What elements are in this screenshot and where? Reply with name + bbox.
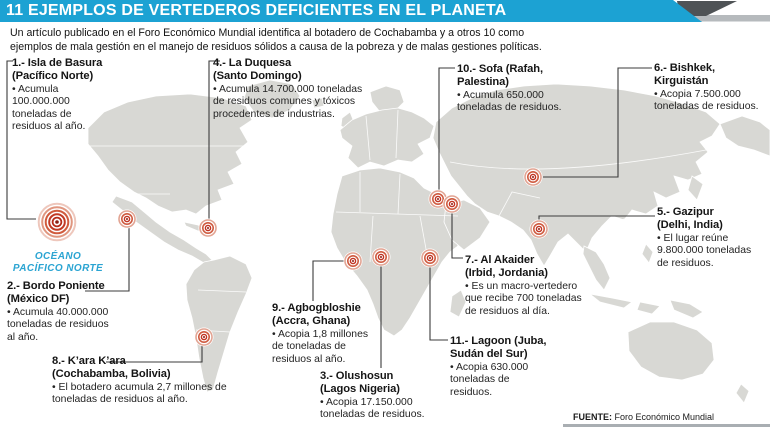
site-heading-line1: 10.- Sofa (Rafah,: [457, 63, 543, 75]
site-label-1-isla-de-basura: [12, 57, 112, 133]
target-marker-icon-al-akaider: [443, 195, 462, 214]
landmass-australia: [628, 322, 714, 380]
site-body: • Acumula 14.700.000 toneladas de residuos comunes y tóxicos procedentes de industrias.: [213, 84, 363, 120]
target-marker-icon-olushosun: [372, 248, 391, 267]
intro-line-2: ejemplos de mala gestión en el manejo de residuos sólidos a causa de la pobreza y de malas gestiones políticas.: [10, 40, 542, 53]
intro-line-1: Un artículo publicado en el Foro Económico Mundial identifica al botadero de Cochabamba y a otros 10 como: [10, 27, 525, 39]
target-marker-icon-lagoon-juba: [421, 249, 440, 268]
site-heading-line2: Kirguistán: [654, 74, 709, 87]
landmass-japan: [688, 176, 703, 200]
landmass-philippines: [642, 244, 653, 263]
site-label-9-agbogbloshie: [272, 302, 392, 366]
site-body: • Acumula 650.000 toneladas de residuos.: [457, 90, 562, 114]
site-heading-line2: Palestina): [457, 75, 509, 88]
target-marker-icon-bishkek: [524, 168, 543, 187]
site-label-8-kara-kara: [52, 355, 272, 407]
site-label-7-al-akaider: [465, 254, 615, 318]
site-label-10-sofa-rafah: [457, 63, 582, 115]
site-heading-line2: (México DF): [7, 292, 70, 305]
site-heading-line1: 4.- La Duquesa: [213, 57, 292, 69]
site-heading-line2: (Pacífico Norte): [12, 69, 94, 82]
target-marker-icon-isla-de-basura: [37, 202, 77, 242]
site-heading-line2: Sudán del Sur): [450, 347, 528, 360]
site-body: • El botadero acumula 2,7 millones de toneladas de residuos al año.: [52, 382, 227, 406]
site-heading-line2: (Santo Domingo): [213, 69, 302, 82]
site-heading-line1: 6.- Bishkek,: [654, 62, 715, 74]
site-heading-line1: 8.- K’ara K’ara: [52, 355, 126, 367]
page-title: 11 EJEMPLOS DE VERTEDEROS DEFICIENTES EN EL PLANETA: [6, 2, 507, 19]
site-label-11-lagoon-juba: [450, 335, 590, 399]
site-heading-line2: (Lagos Nigeria): [320, 382, 400, 395]
target-marker-icon-gazipur: [530, 220, 549, 239]
site-heading-line1: 3.- Olushosun: [320, 370, 394, 382]
target-marker-icon-la-duquesa: [199, 219, 218, 238]
site-body: • Acumula 100.000.000 toneladas de residuos al año.: [12, 84, 86, 132]
target-marker-icon-agbogbloshie: [344, 252, 363, 271]
site-body: • Acopia 7.500.000 toneladas de residuos.: [654, 89, 759, 113]
ocean-label: [2, 251, 114, 275]
site-label-6-bishkek: [654, 62, 770, 114]
site-heading-line1: 5.- Gazipur: [657, 206, 714, 218]
ocean-label-line1: OCÉANO: [34, 251, 82, 262]
landmass-ne-russia: [720, 116, 770, 156]
site-heading-line1: 2.- Bordo Poniente: [7, 280, 105, 292]
site-body: • Es un macro-vertedero que recibe 700 toneladas de residuos al día.: [465, 281, 582, 317]
site-heading-line1: 7.- Al Akaider: [465, 254, 535, 266]
source-credit: [573, 412, 714, 422]
source-label: FUENTE:: [573, 412, 612, 422]
site-heading-line2: (Irbid, Jordania): [465, 266, 548, 279]
site-body: • Acopia 630.000 toneladas de residuos.: [450, 362, 529, 398]
site-heading-line1: 1.- Isla de Basura: [12, 57, 103, 69]
target-marker-icon-kara-kara: [195, 328, 214, 347]
landmass-indonesia-east: [637, 302, 660, 314]
site-body: • Acopia 1,8 millones de toneladas de residuos al año.: [272, 329, 369, 365]
site-heading-line2: (Cochabamba, Bolivia): [52, 367, 171, 380]
site-body: • El lugar reúne 9.800.000 toneladas de residuos.: [657, 233, 752, 269]
source-text: Foro Económico Mundial: [614, 412, 715, 422]
site-label-4-la-duquesa: [213, 57, 393, 121]
site-body: • Acopia 17.150.000 toneladas de residuos.: [320, 397, 425, 421]
site-heading-line1: 9.- Agbogbloshie: [272, 302, 361, 314]
site-heading-line2: (Delhi, India): [657, 218, 723, 231]
site-body: • Acumula 40.000.000 toneladas de residuos al año.: [7, 307, 109, 343]
site-label-2-bordo-poniente: [7, 280, 157, 344]
site-heading-line1: 11.- Lagoon (Juba,: [450, 335, 547, 347]
bottom-divider: [563, 424, 770, 427]
landmass-new-zealand: [736, 384, 749, 403]
ocean-label-line2: PACÍFICO NORTE: [12, 263, 104, 274]
site-label-3-olushosun: [320, 370, 445, 422]
landmass-new-guinea: [670, 300, 703, 318]
target-marker-icon-bordo-poniente: [118, 210, 137, 229]
site-label-5-gazipur: [657, 206, 769, 270]
site-heading-line2: (Accra, Ghana): [272, 314, 351, 327]
leader-line-9: [313, 261, 344, 301]
landmass-madagascar: [450, 290, 466, 317]
intro-text: [10, 27, 730, 55]
